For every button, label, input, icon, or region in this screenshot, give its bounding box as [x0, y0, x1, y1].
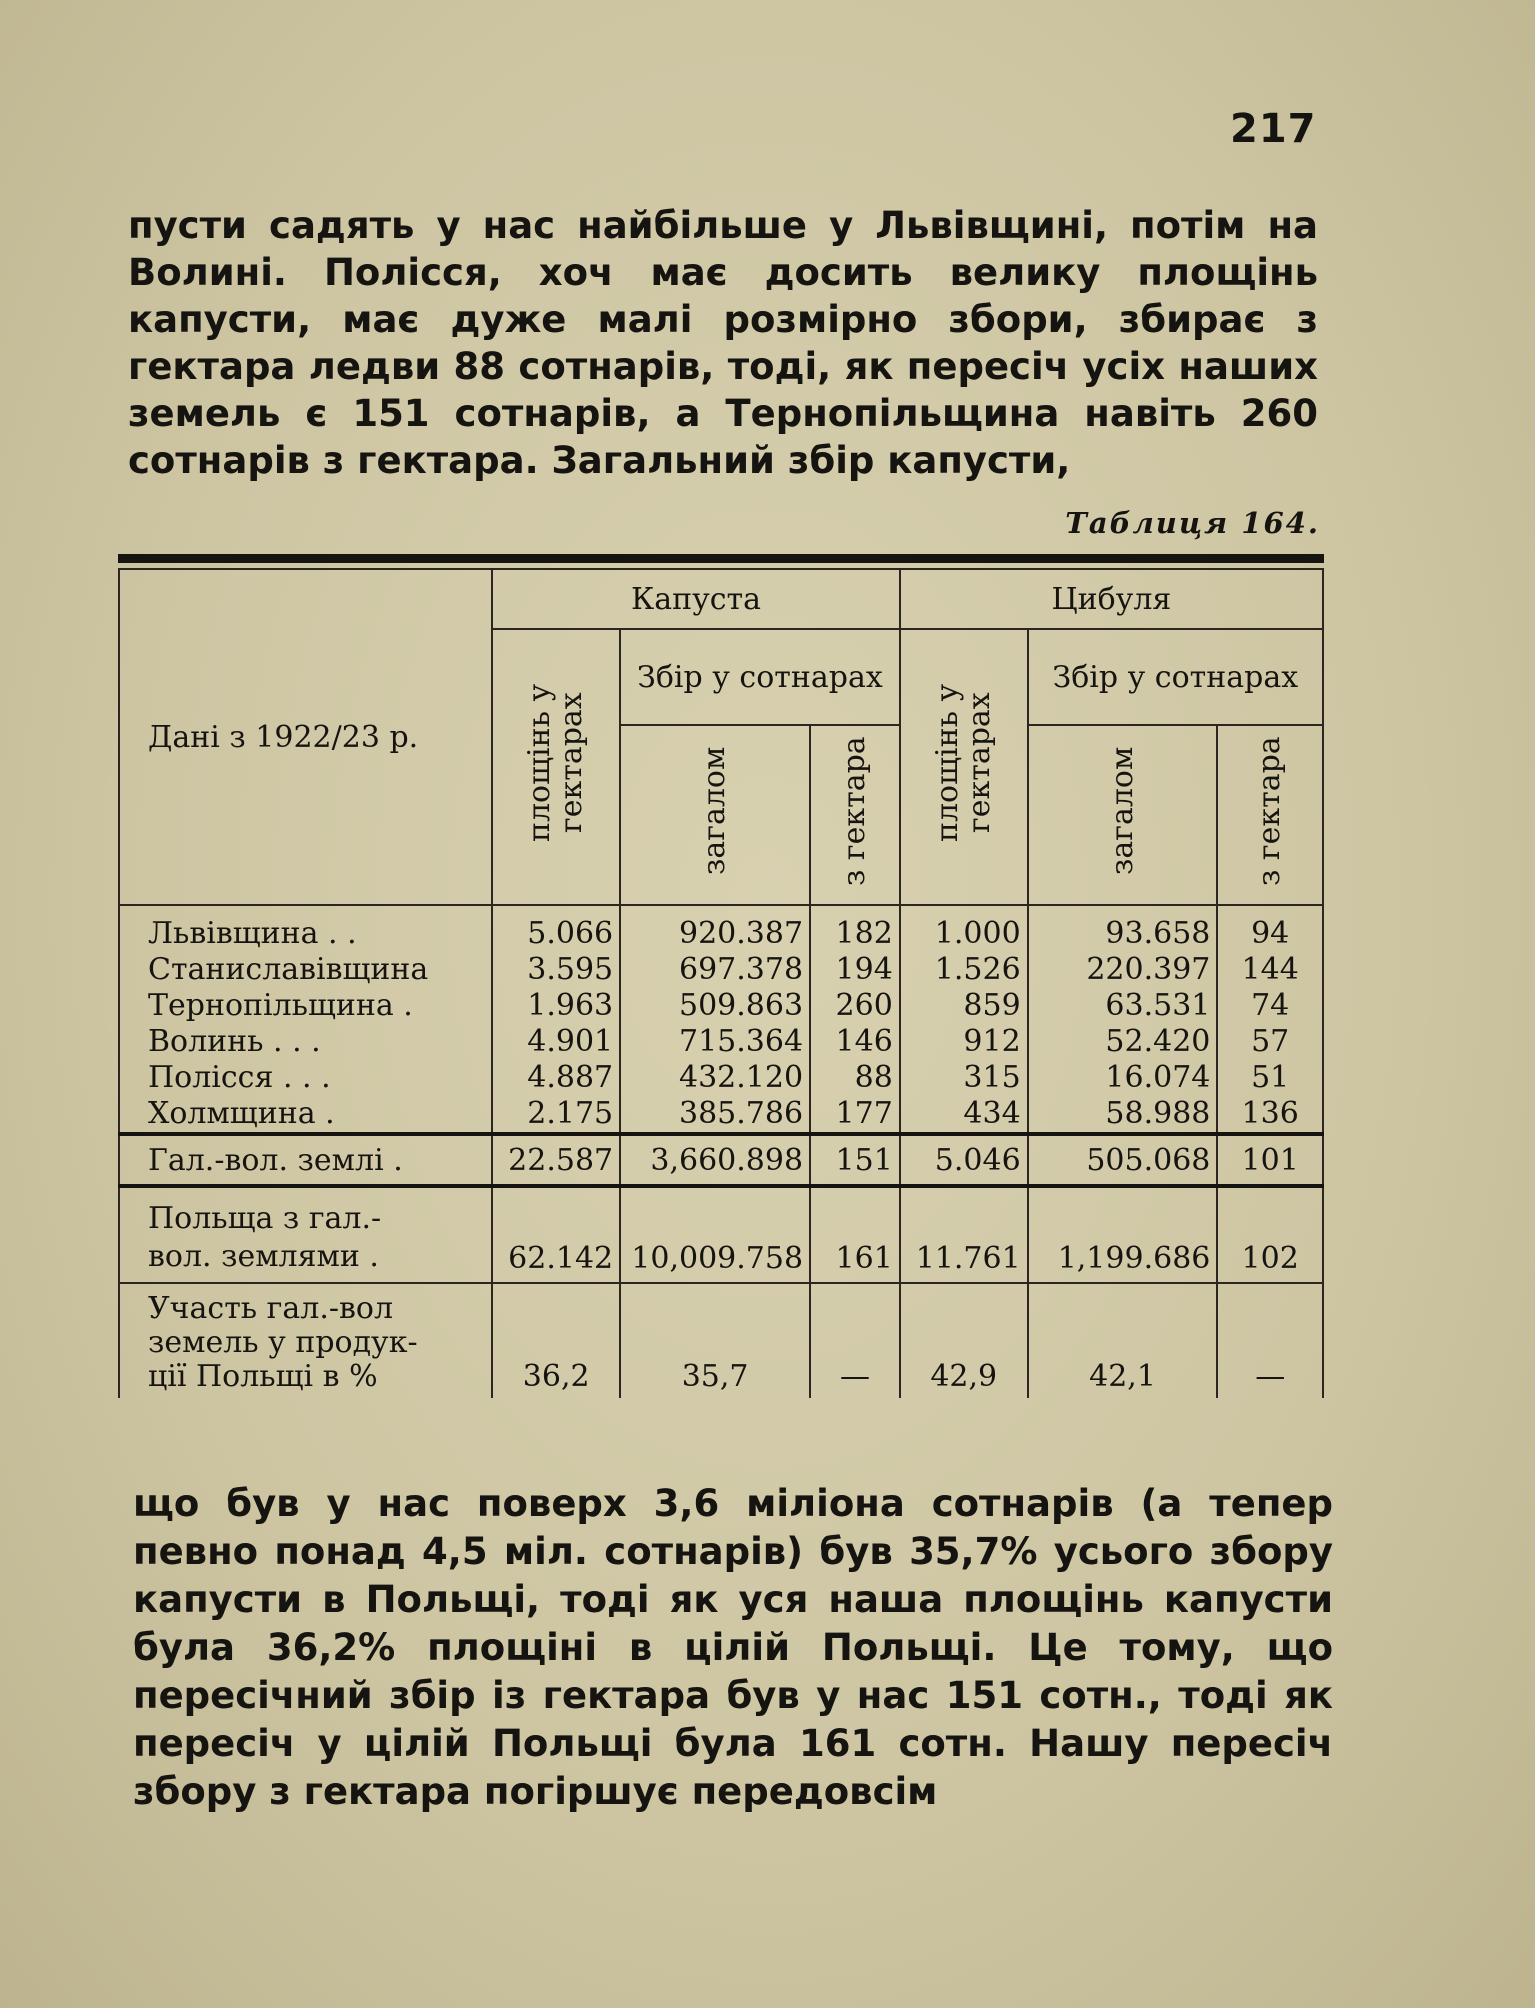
table-top-rule — [118, 554, 1324, 563]
header-onion-per-ha: з гектара — [1217, 725, 1323, 905]
header-cabbage-area: площінь у гектарах — [492, 629, 620, 905]
paragraph-top: пусти садять у нас найбільше у Львівщині, потім на Волині. Полісся, хоч має досить велику площінь капусти, має дуже малі розмірно збори, збирає з гектара ледви 88 сотнарів, тоді, як пересіч усіх наших земель є 151 сотнарів, а Тернопільщина навіть 260 сотнарів з гектара. Загальний збір капусти, — [128, 204, 1318, 482]
poland-row: Польща з гал.- вол. землями . 62.142 10,009.758 161 11.761 1,199.686 102 — [119, 1186, 1323, 1283]
share-row-label-3: ції Польщі в % — [148, 1359, 378, 1394]
page-number: 217 — [1230, 106, 1317, 152]
table-caption: Таблиця 164. — [1065, 506, 1320, 540]
poland-row-label-2: вол. землями . — [148, 1239, 379, 1274]
share-row: Участь гал.-вол земель у продук- ції Польщі в % 36,2 35,7 — 42,9 42,1 — — [119, 1283, 1323, 1398]
header-onion: Цибуля — [900, 569, 1323, 629]
table-row: Тернопільщина . 1.963 509.863 260 859 63.531 74 — [119, 988, 1323, 1024]
table-row: Полісся . . . 4.887 432.120 88 315 16.074 51 — [119, 1060, 1323, 1096]
header-cabbage-per-ha: з гектара — [810, 725, 900, 905]
share-row-label-2: земель у продук- — [148, 1325, 418, 1360]
poland-row-label-1: Польща з гал.- — [148, 1201, 382, 1236]
table-row: Волинь . . . 4.901 715.364 146 912 52.420 57 — [119, 1024, 1323, 1060]
paragraph-bottom: що був у нас поверх 3,6 міліона сотнарів (а тепер певно понад 4,5 міл. сотнарів) був 35,7% усього збору капусти в Польщі, тоді як уся наша площінь капусти була 36,2% площіні в цілій Польщі. Це тому, що пересічний збір із гектара був у нас 151 сотн., тоді як пересіч у цілій Польщі була 161 сотн. Нашу пересіч збору з гектара погіршує передовсім — [133, 1482, 1333, 1813]
header-onion-total: загалом — [1028, 725, 1218, 905]
header-onion-area: площінь у гектарах — [900, 629, 1028, 905]
header-data-year: Дані з 1922/23 р. — [119, 569, 492, 905]
header-cabbage-total: загалом — [620, 725, 810, 905]
table-row: Холмщина . 2.175 385.786 177 434 58.988 136 — [119, 1096, 1323, 1134]
share-row-label-1: Участь гал.-вол — [148, 1291, 394, 1326]
statistics-table — [118, 568, 1324, 1398]
header-cabbage-harvest: Збір у сотнарах — [620, 629, 900, 725]
header-cabbage: Капуста — [492, 569, 900, 629]
table-row: Станиславівщина 3.595 697.378 194 1.526 220.397 144 — [119, 952, 1323, 988]
header-onion-harvest: Збір у сотнарах — [1028, 629, 1323, 725]
table-row: Львівщина . . 5.066 920.387 182 1.000 93.658 94 — [119, 905, 1323, 952]
total-row: Гал.-вол. землі . 22.587 3,660.898 151 5.046 505.068 101 — [119, 1134, 1323, 1186]
